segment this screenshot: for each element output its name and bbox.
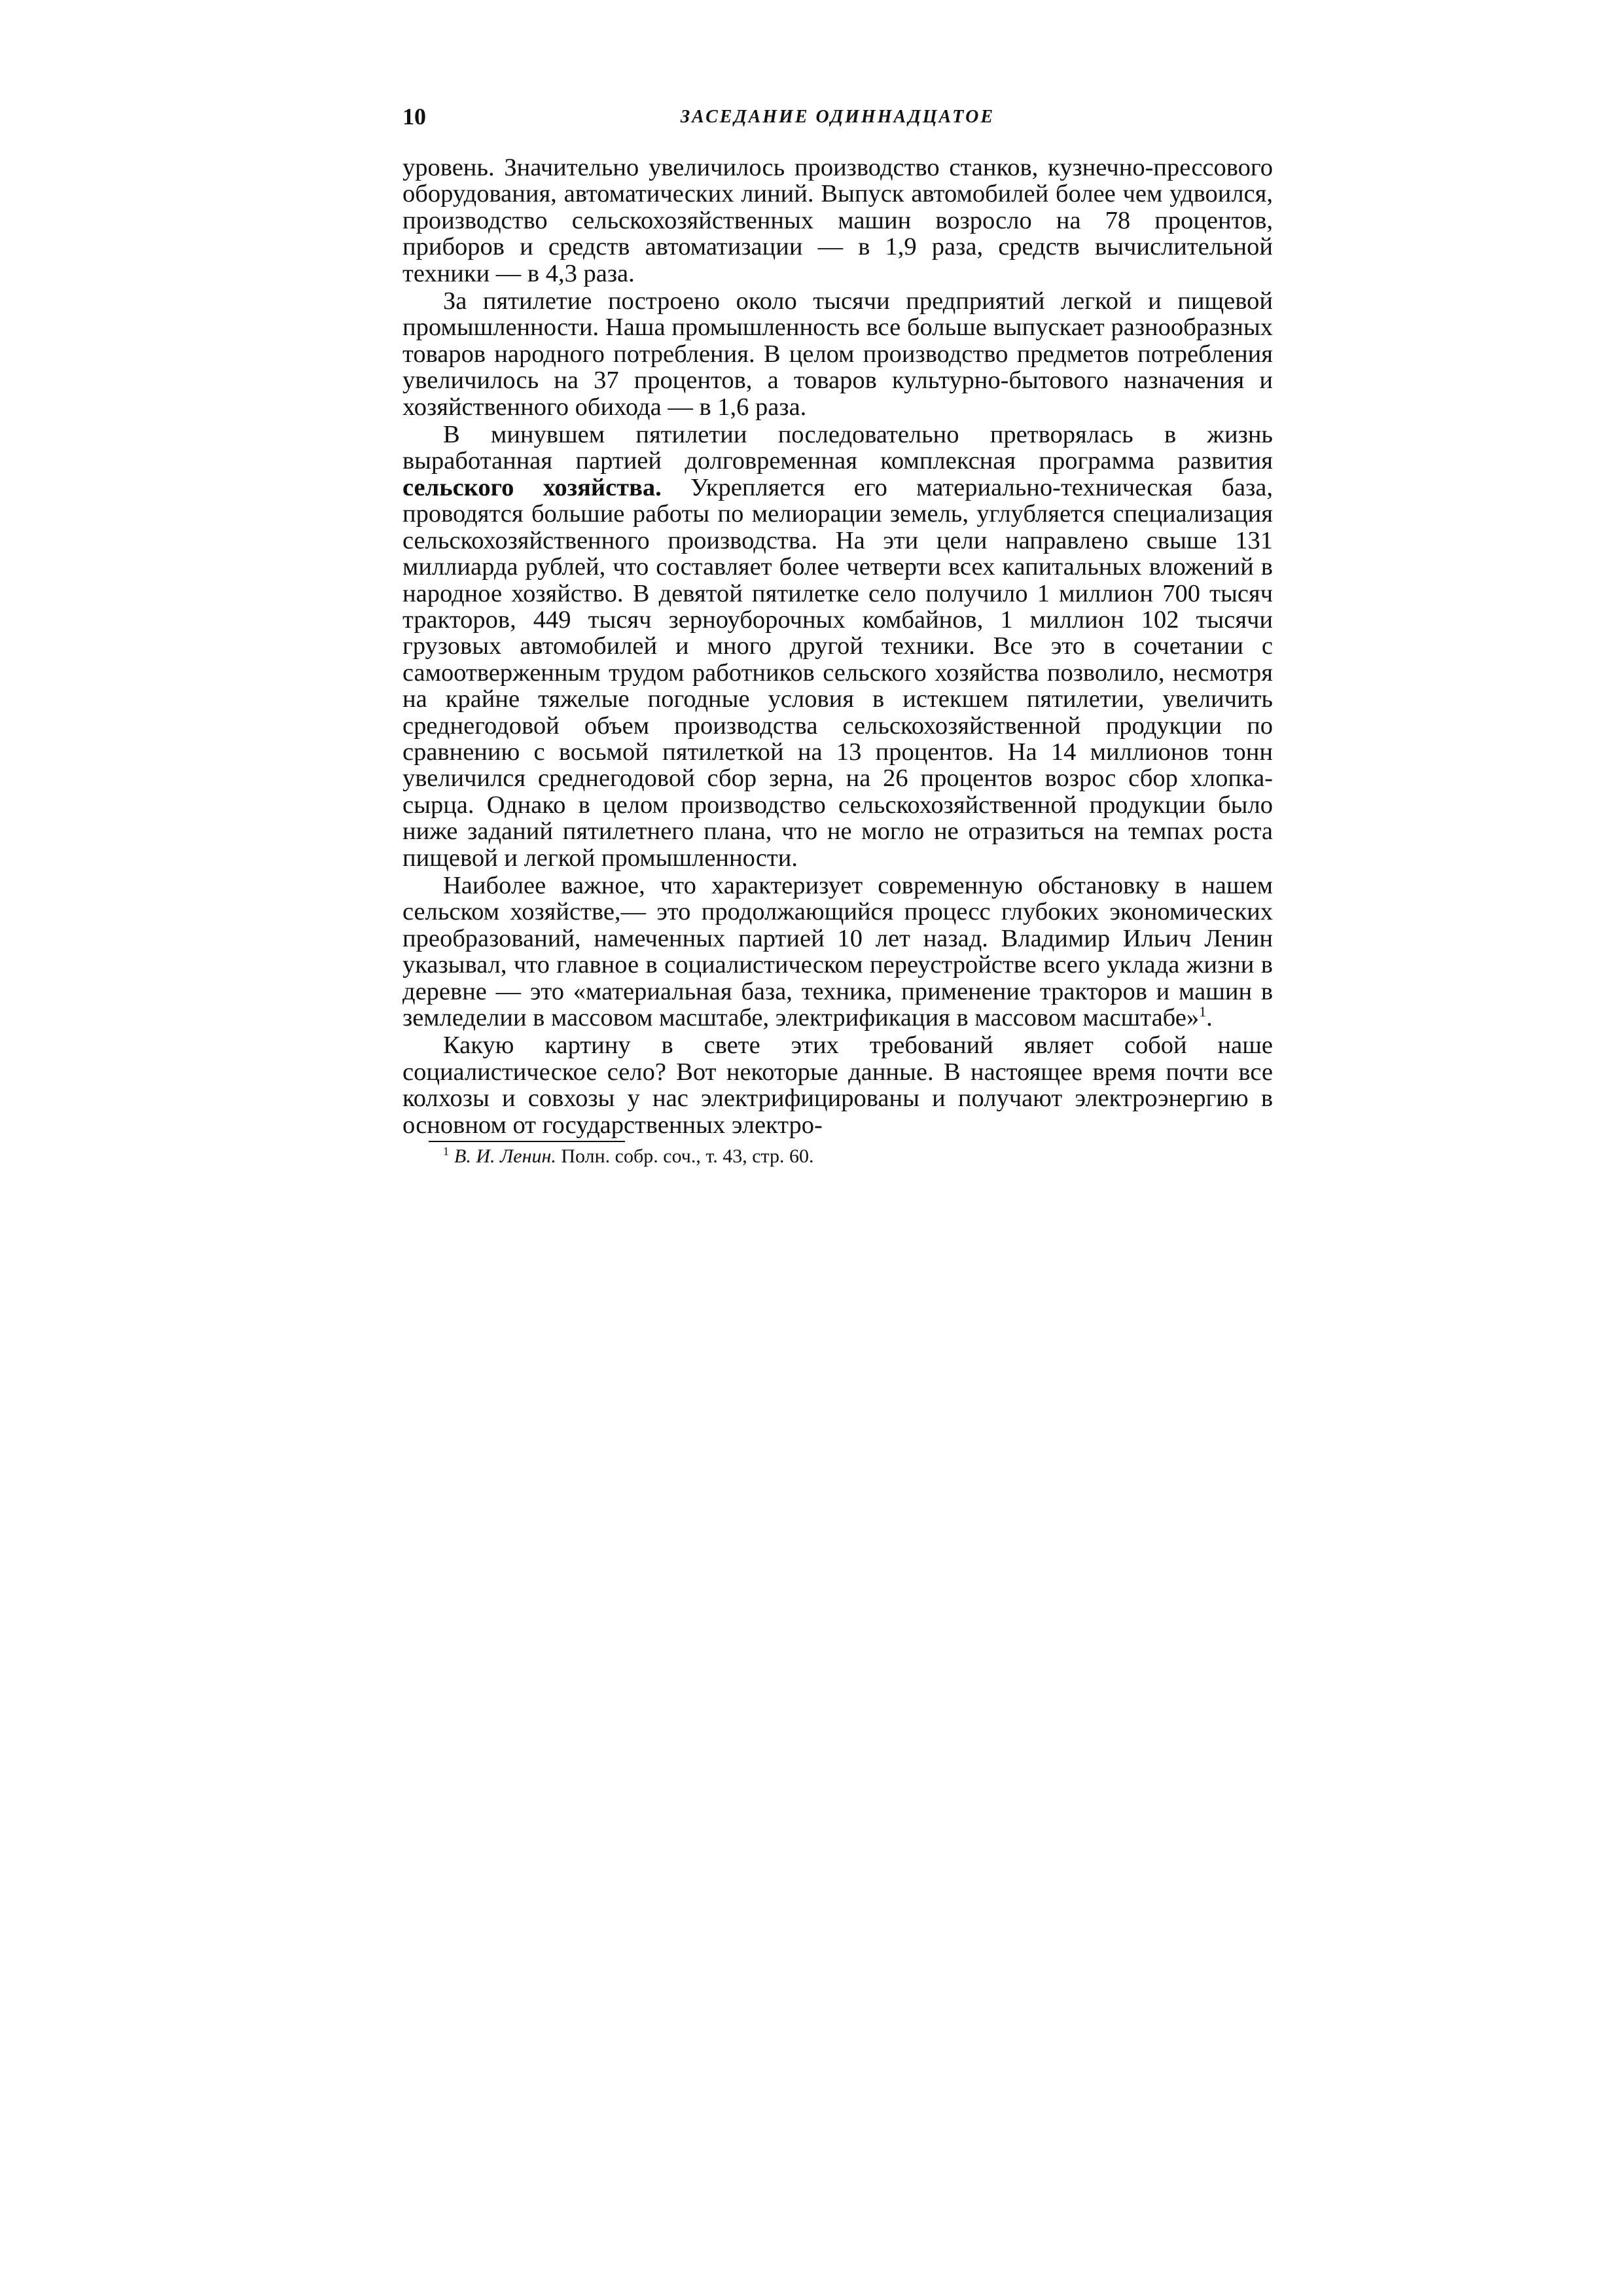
paragraph-2: За пятилетие построено около тысячи предприятий легкой и пищевой промышленности. Наша промышленность все больше выпускает разнообразных товаров народного потребления. В целом производство предметов потребления увеличилось на 37 процентов, а товаров культурно-бытового назначения и хозяйственного обихода — в 1,6 раза. <box>402 287 1273 421</box>
footnote-divider <box>429 1141 625 1142</box>
paragraph-4 <box>402 872 1273 1031</box>
footnote-author: В. И. Ленин. <box>454 1145 556 1168</box>
paragraph-3-text-rest: Укрепляется его материально-техническая база, проводятся большие работы по мелиорации земель, углубляется специализация сельскохозяйственного производства. На эти цели направлено свыше 131 миллиарда рублей, что составляет более четверти всех капитальных вложений в народное хозяйство. В девятой пятилетке село получило 1 миллион 700 тысяч тракторов, 449 тысяч зерноуборочных комбайнов, 1 миллион 102 тысячи грузовых автомобилей и много другой техники. Все это в сочетании с самоотверженным трудом работников сельского хозяйства позволило, несмотря на крайне тяжелые погодные условия в истекшем пятилетии, увеличить среднегодовой объем производства сельскохозяйственной продукции по сравнению с восьмой пятилеткой на 13 процентов. На 14 миллионов тонн увеличился среднегодовой сбор зерна, на 26 процентов возрос сбор хлопка-сырца. Однако в целом производство сельскохозяйственной продукции было ниже заданий пятилетнего плана, что не могло не отразиться на темпах роста пищевой и легкой промышленности. <box>402 473 1274 872</box>
paragraph-5: Какую картину в свете этих требований являет собой наше социалистическое село? Вот некоторые данные. В настоящее время почти все колхозы и совхозы у нас электрифицированы и получают электроэнергию в основном от государственных электро- <box>402 1031 1273 1139</box>
footnote-marker: 1 <box>443 1145 449 1158</box>
footnote <box>443 1145 1273 1168</box>
bold-term-agriculture: сельского хозяйства. <box>402 473 662 501</box>
paragraph-1: уровень. Значительно увеличилось производство станков, кузнечно-прессового оборудования, автоматических линий. Выпуск автомобилей более чем удвоился, производство сельскохозяйственных машин возросло на 78 процентов, приборов и средств автоматизации — в 1,9 раза, средств вычислительной техники — в 4,3 раза. <box>402 154 1273 287</box>
page-column <box>402 98 1273 1168</box>
paragraph-4-end: . <box>1206 1004 1213 1031</box>
paragraph-3 <box>402 422 1273 871</box>
body-text <box>402 154 1273 1138</box>
footnote-reference: 1 <box>1199 1003 1207 1020</box>
footnote-citation: Полн. собр. соч., т. 43, стр. 60. <box>561 1145 814 1168</box>
page-number: 10 <box>402 103 426 130</box>
paragraph-3-text-start: В минувшем пятилетии последовательно претворялась в жизнь выработанная партией долговременная комплексная программа развития <box>402 421 1273 475</box>
running-title: ЗАСЕДАНИЕ ОДИННАДЦАТОЕ <box>680 107 995 127</box>
running-head <box>402 98 1273 137</box>
paragraph-4-text: Наиболее важное, что характеризует современную обстановку в нашем сельском хозяйстве,— это продолжающийся процесс глубоких экономических преобразований, намеченных партией 10 лет назад. Владимир Ильич Ленин указывал, что главное в социалистическом переустройстве всего уклада жизни в деревне — это «материальная база, техника, применение тракторов и машин в земледелии в массовом масштабе, электрификация в массовом масштабе» <box>402 871 1273 1031</box>
